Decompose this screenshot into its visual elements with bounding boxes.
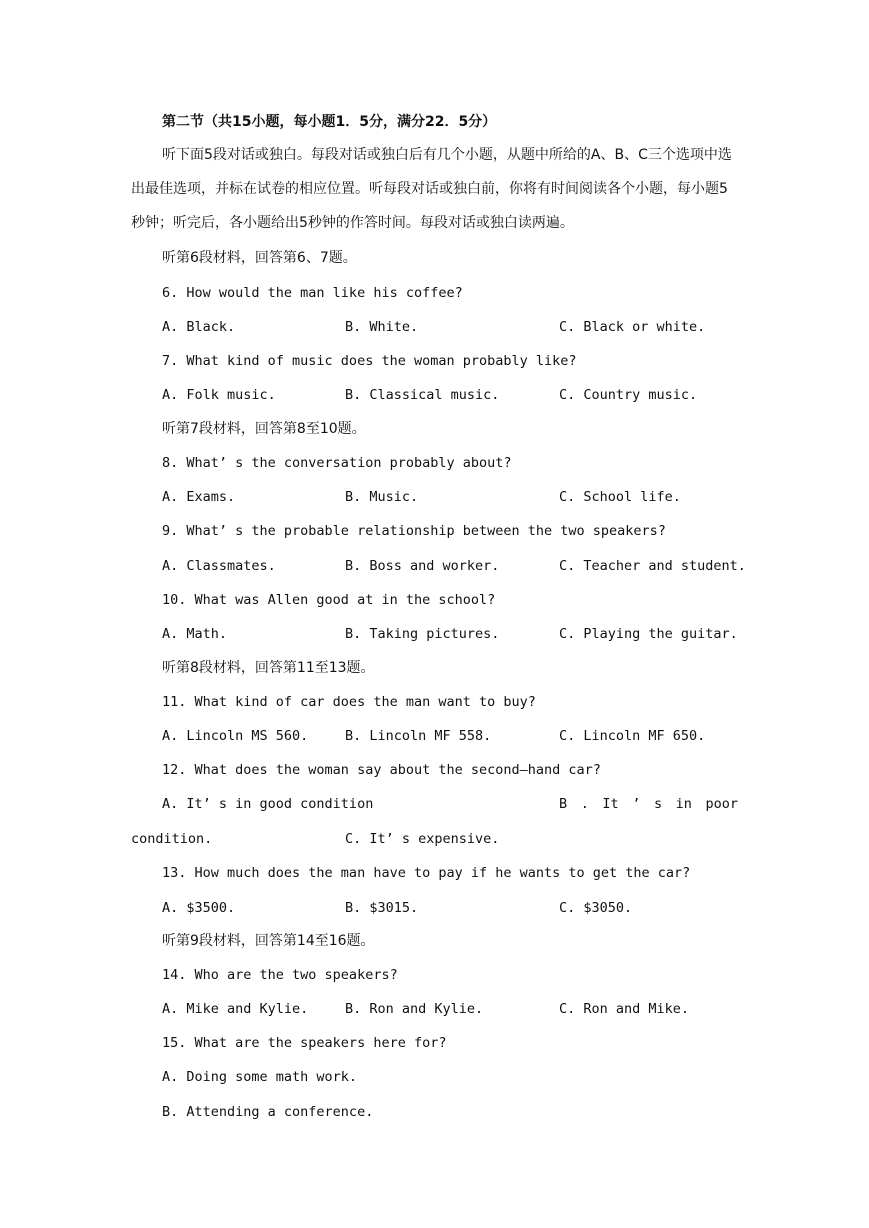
question-8: 8. What’ s the conversation probably about? [162,455,512,471]
q7-option-b: B. Classical music. [345,387,500,403]
q15-option-a: A. Doing some math work. [162,1069,358,1085]
question-11: 11. What kind of car does the man want to buy? [162,694,536,710]
q8-option-c: C. School life. [559,489,681,505]
q11-option-b: B. Lincoln MF 558. [345,728,492,744]
q10-option-b: B. Taking pictures. [345,626,500,642]
group-label-6: 听第6段材料，回答第6、7题。 [162,250,357,266]
q13-option-a: A. $3500. [162,900,236,916]
q12-option-c: C. It’ s expensive. [345,831,500,847]
instructions-paragraph: 听下面5段对话或独白。每段对话或独白后有几个小题，从题中所给的A、B、C三个选项中选出最佳选项，并标在试卷的相应位置。听每段对话或独白前，你将有时间阅读各个小题，每小题5秒钟；听完后，各小题给出5秒钟的作答时间。每段对话或独白读两遍。 [131,147,732,231]
q10-option-a: A. Math. [162,626,228,642]
q11-option-a: A. Lincoln MS 560. [162,728,309,744]
question-9: 9. What’ s the probable relationship between the two speakers? [162,523,666,539]
q8-option-b: B. Music. [345,489,419,505]
question-10: 10. What was Allen good at in the school? [162,592,496,608]
q15-option-b: B. Attending a conference. [162,1104,374,1120]
q7-option-a: A. Folk music. [162,387,276,403]
q13-option-c: C. $3050. [559,900,633,916]
q12-option-b-start: B . It ’ s in poor [559,796,738,812]
q13-option-b: B. $3015. [345,900,419,916]
group-label-7: 听第7段材料，回答第8至10题。 [162,421,366,437]
question-12: 12. What does the woman say about the second—hand car? [162,762,601,778]
q14-option-a: A. Mike and Kylie. [162,1001,309,1017]
question-15: 15. What are the speakers here for? [162,1035,447,1051]
q6-option-a: A. Black. [162,319,236,335]
q12-option-a: A. It’ s in good condition [162,796,374,812]
question-6: 6. How would the man like his coffee? [162,285,463,301]
q9-option-b: B. Boss and worker. [345,558,500,574]
q11-option-c: C. Lincoln MF 650. [559,728,706,744]
group-label-9: 听第9段材料，回答第14至16题。 [162,933,375,949]
q7-option-c: C. Country music. [559,387,698,403]
q14-option-b: B. Ron and Kylie. [345,1001,484,1017]
question-13: 13. How much does the man have to pay if he wants to get the car? [162,865,691,881]
q10-option-c: C. Playing the guitar. [559,626,738,642]
q9-option-a: A. Classmates. [162,558,276,574]
group-label-8: 听第8段材料，回答第11至13题。 [162,660,375,676]
question-7: 7. What kind of music does the woman probably like? [162,353,577,369]
q9-option-c: C. Teacher and student. [559,558,746,574]
q14-option-c: C. Ron and Mike. [559,1001,690,1017]
q8-option-a: A. Exams. [162,489,236,505]
section-title: 第二节（共15小题，每小题1．5分，满分22．5分） [162,114,497,130]
question-14: 14. Who are the two speakers? [162,967,398,983]
q6-option-c: C. Black or white. [559,319,706,335]
q12-option-b-end: condition. [131,831,213,847]
q6-option-b: B. White. [345,319,419,335]
